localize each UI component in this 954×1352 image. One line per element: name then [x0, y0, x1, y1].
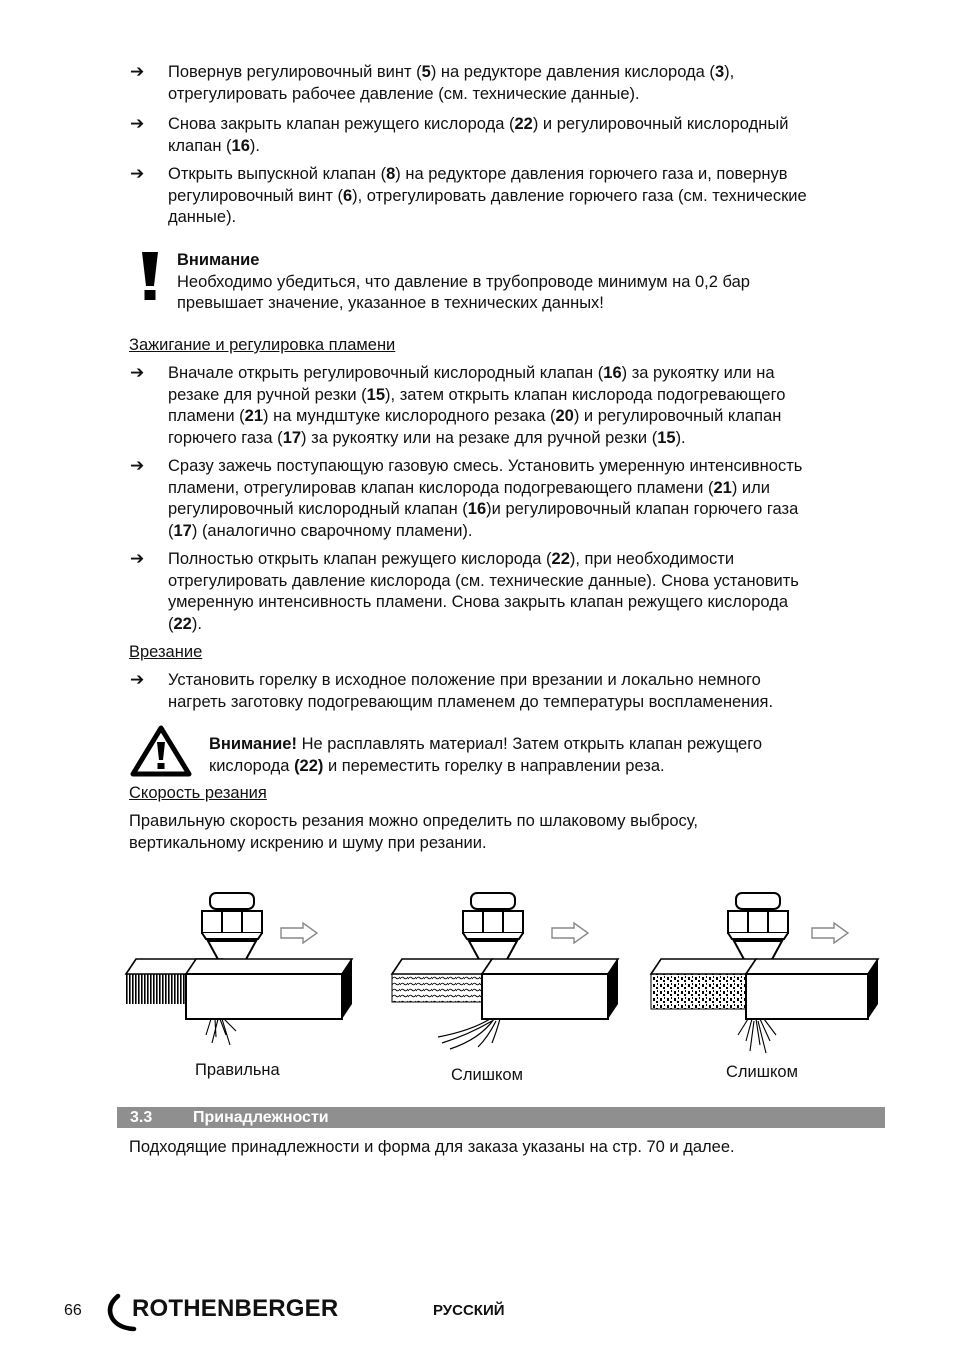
instruction-item — [130, 549, 880, 635]
warning-title: Внимание — [177, 251, 260, 269]
instruction-text: Открыть выпускной клапан (8) на редукторе давления горючего газа и, повернув регулировочный винт (6), отрегулировать давление горючего газа (см. технические данные). — [168, 165, 807, 227]
reference-number: 3 — [714, 63, 725, 81]
paragraph — [129, 811, 889, 854]
reference-number: 22 — [173, 614, 192, 633]
warning-text: Необходимо убедиться, что давление в трубопроводе минимум на 0,2 бар — [177, 272, 750, 291]
warning-note — [209, 734, 889, 777]
instruction-item — [130, 456, 880, 542]
instruction-text: Сразу зажечь поступающую газовую смесь. Установить умеренную интенсивность пламени, отрегулировав клапан кислорода подогревающего пламени (21) или регулировочный кислородный клапан (16)и регулировочный клапан горючего газа (17) (аналогично сварочному пламени). — [168, 457, 803, 540]
instruction-item — [130, 670, 880, 713]
reference-number: 8 — [386, 165, 396, 183]
cutting-speed-illustration — [120, 885, 890, 1060]
right-arrow-icon: ➔ — [130, 456, 145, 476]
language-label: РУССКИЙ — [433, 1302, 505, 1319]
reference-number: 16 — [603, 364, 622, 382]
reference-number: 15 — [366, 385, 386, 404]
warning-title: Внимание! — [209, 735, 297, 753]
warning-text: и переместить горелку в направлении реза. — [323, 756, 665, 775]
instruction-text: Вначале открыть регулировочный кислородный клапан (16) за рукоятку или на резаке для ручной резки (15), затем открыть клапан кислорода подогревающего пламени (21) на мундштуке кислородного резака (20) и регулировочный клапан горючего газа (17) за рукоятку или на резаке для ручной резки (15). — [168, 364, 786, 447]
instruction-item — [130, 164, 880, 229]
paragraph-line: вертикальному искрению и шуму при резании. — [129, 833, 487, 852]
warning-ref: (22) — [294, 756, 324, 775]
reference-number: 5 — [421, 63, 431, 81]
right-arrow-icon: ➔ — [130, 62, 145, 82]
instruction-item — [130, 114, 880, 157]
right-arrow-icon: ➔ — [130, 363, 145, 383]
warning-note — [177, 250, 877, 315]
right-arrow-icon: ➔ — [130, 670, 145, 690]
page-number: 66 — [64, 1302, 82, 1319]
exclamation-icon — [138, 252, 162, 302]
instruction-item — [130, 363, 880, 449]
section-title: Принадлежности — [193, 1109, 329, 1126]
reference-number: 17 — [173, 521, 192, 540]
instruction-text: Полностью открыть клапан режущего кислорода (22), при необходимости отрегулировать давление кислорода (см. технические данные). Снова установить умеренную интенсивность пламени. Снова закрыть клапан режущего кислорода (22). — [168, 550, 799, 633]
reference-number: 16 — [467, 500, 487, 519]
figure-caption: Правильна — [195, 1061, 280, 1079]
reference-number: 21 — [244, 407, 264, 426]
reference-number: 22 — [514, 115, 533, 133]
right-arrow-icon: ➔ — [130, 549, 145, 569]
right-arrow-icon: ➔ — [130, 114, 145, 134]
paragraph-line: Правильную скорость резания можно определить по шлаковому выбросу, — [129, 812, 698, 830]
subheading: Врезание — [129, 643, 203, 661]
reference-number: 22 — [551, 550, 570, 568]
reference-number: 6 — [342, 186, 353, 205]
paragraph: Подходящие принадлежности и форма для заказа указаны на стр. 70 и далее. — [129, 1138, 735, 1156]
section-header — [117, 1107, 885, 1128]
instruction-text: Установить горелку в исходное положение при врезании и локально немного нагреть заготовку подогревающим пламенем до температуры воспламенения. — [168, 671, 774, 711]
figure-caption: Слишком — [726, 1063, 798, 1081]
right-arrow-icon: ➔ — [130, 164, 145, 184]
reference-number: 17 — [282, 428, 302, 447]
subheading: Скорость резания — [129, 784, 267, 802]
instruction-item — [130, 62, 880, 105]
warning-triangle-icon — [130, 725, 192, 777]
instruction-text: Снова закрыть клапан режущего кислорода (22) и регулировочный кислородный клапан (16). — [168, 115, 789, 155]
reference-number: 20 — [555, 407, 574, 426]
warning-text: Не расплавлять материал! Затем открыть клапан режущего — [296, 735, 763, 753]
warning-text: кислорода — [209, 756, 295, 775]
reference-number: 15 — [657, 428, 676, 447]
reference-number: 21 — [713, 478, 732, 497]
figure-caption: Слишком — [451, 1066, 523, 1084]
instruction-text: Повернув регулировочный винт (5) на редукторе давления кислорода (3), отрегулировать рабочее давление (см. технические данные). — [168, 63, 735, 103]
cutting-speed-figure — [120, 885, 890, 1060]
section-number: 3.3 — [130, 1109, 153, 1126]
brand-name: ROTHENBERGER — [132, 1295, 339, 1322]
reference-number: 16 — [231, 136, 250, 155]
subheading: Зажигание и регулировка пламени — [129, 336, 396, 354]
warning-text: превышает значение, указанное в технических данных! — [177, 294, 604, 313]
brand-logo — [104, 1292, 344, 1332]
